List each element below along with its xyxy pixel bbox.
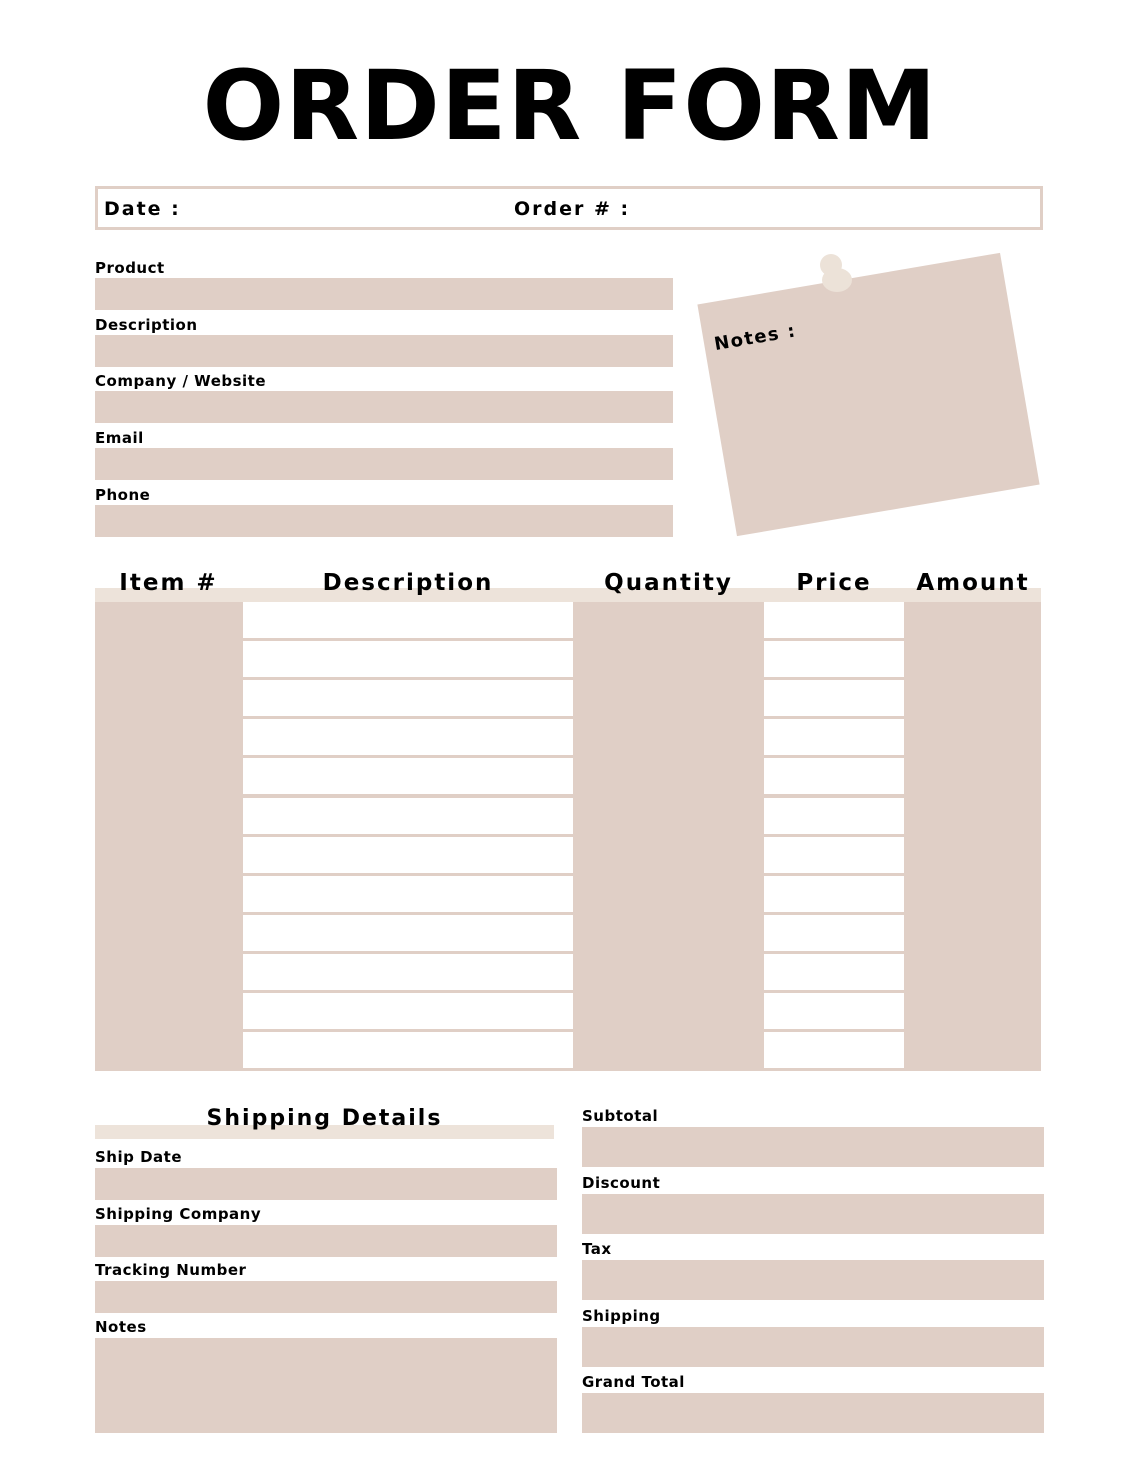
table-cell-price[interactable]: [764, 719, 904, 755]
table-cell-description[interactable]: [243, 915, 573, 951]
column-header-amount: Amount: [916, 570, 1030, 596]
shipping-notes-label: Notes: [95, 1318, 147, 1337]
table-cell-description[interactable]: [243, 993, 573, 1029]
description-field[interactable]: [95, 335, 673, 367]
table-cell-description[interactable]: [243, 1032, 573, 1068]
email-label: Email: [95, 429, 144, 448]
table-cell-price[interactable]: [764, 680, 904, 716]
company-website-field[interactable]: [95, 391, 673, 423]
column-header-price: Price: [796, 570, 872, 596]
phone-label: Phone: [95, 485, 151, 504]
column-header-description: Description: [322, 570, 494, 596]
product-label: Product: [95, 259, 165, 277]
table-cell-price[interactable]: [764, 1032, 904, 1068]
page-title: ORDER FORM: [202, 50, 938, 162]
shipping-ship-date-label: Ship Date: [95, 1148, 182, 1166]
table-cell-price[interactable]: [764, 954, 904, 990]
table-cell-price[interactable]: [764, 641, 904, 677]
shipping-heading: Shipping Details: [206, 1106, 443, 1131]
email-field[interactable]: [95, 448, 673, 480]
grand-total-label: Grand Total: [582, 1373, 685, 1391]
order-number-label: Order # :: [514, 198, 631, 220]
table-cell-description[interactable]: [243, 719, 573, 755]
table-cell-price[interactable]: [764, 798, 904, 834]
pushpin-head-icon: [820, 254, 842, 276]
product-field[interactable]: [95, 278, 673, 310]
date-label: Date :: [104, 198, 181, 220]
table-cell-price[interactable]: [764, 915, 904, 951]
discount-field[interactable]: [582, 1194, 1044, 1234]
company-website-label: Company / Website: [95, 372, 267, 391]
notes-card[interactable]: [697, 253, 1039, 536]
subtotal-field[interactable]: [582, 1127, 1044, 1167]
shipping-tracking-number-field[interactable]: [95, 1281, 557, 1313]
table-cell-description[interactable]: [243, 758, 573, 794]
table-cell-description[interactable]: [243, 876, 573, 912]
shipping-tracking-number-label: Tracking Number: [95, 1261, 247, 1280]
discount-label: Discount: [582, 1173, 661, 1192]
phone-field[interactable]: [95, 505, 673, 537]
table-cell-description[interactable]: [243, 798, 573, 834]
table-cell-description[interactable]: [243, 837, 573, 873]
shipping-ship-date-field[interactable]: [95, 1168, 557, 1200]
shipping-shipping-company-label: Shipping Company: [95, 1204, 262, 1223]
table-cell-price[interactable]: [764, 837, 904, 873]
table-cell-price[interactable]: [764, 758, 904, 794]
shipping-label: Shipping: [582, 1306, 661, 1325]
shipping-field[interactable]: [582, 1327, 1044, 1367]
shipping-notes-field[interactable]: [95, 1338, 557, 1433]
table-cell-description[interactable]: [243, 680, 573, 716]
table-cell-price[interactable]: [764, 876, 904, 912]
table-cell-description[interactable]: [243, 602, 573, 638]
tax-label: Tax: [582, 1240, 612, 1258]
shipping-shipping-company-field[interactable]: [95, 1225, 557, 1257]
tax-field[interactable]: [582, 1260, 1044, 1300]
table-cell-price[interactable]: [764, 993, 904, 1029]
grand-total-field[interactable]: [582, 1393, 1044, 1433]
column-header-item: Item #: [119, 570, 218, 596]
date-order-box: [95, 186, 1043, 230]
subtotal-label: Subtotal: [582, 1107, 659, 1125]
notes-card-label: Notes :: [712, 320, 798, 356]
column-header-quantity: Quantity: [604, 570, 733, 596]
table-cell-description[interactable]: [243, 954, 573, 990]
description-label: Description: [95, 315, 198, 334]
table-cell-description[interactable]: [243, 641, 573, 677]
table-cell-price[interactable]: [764, 602, 904, 638]
